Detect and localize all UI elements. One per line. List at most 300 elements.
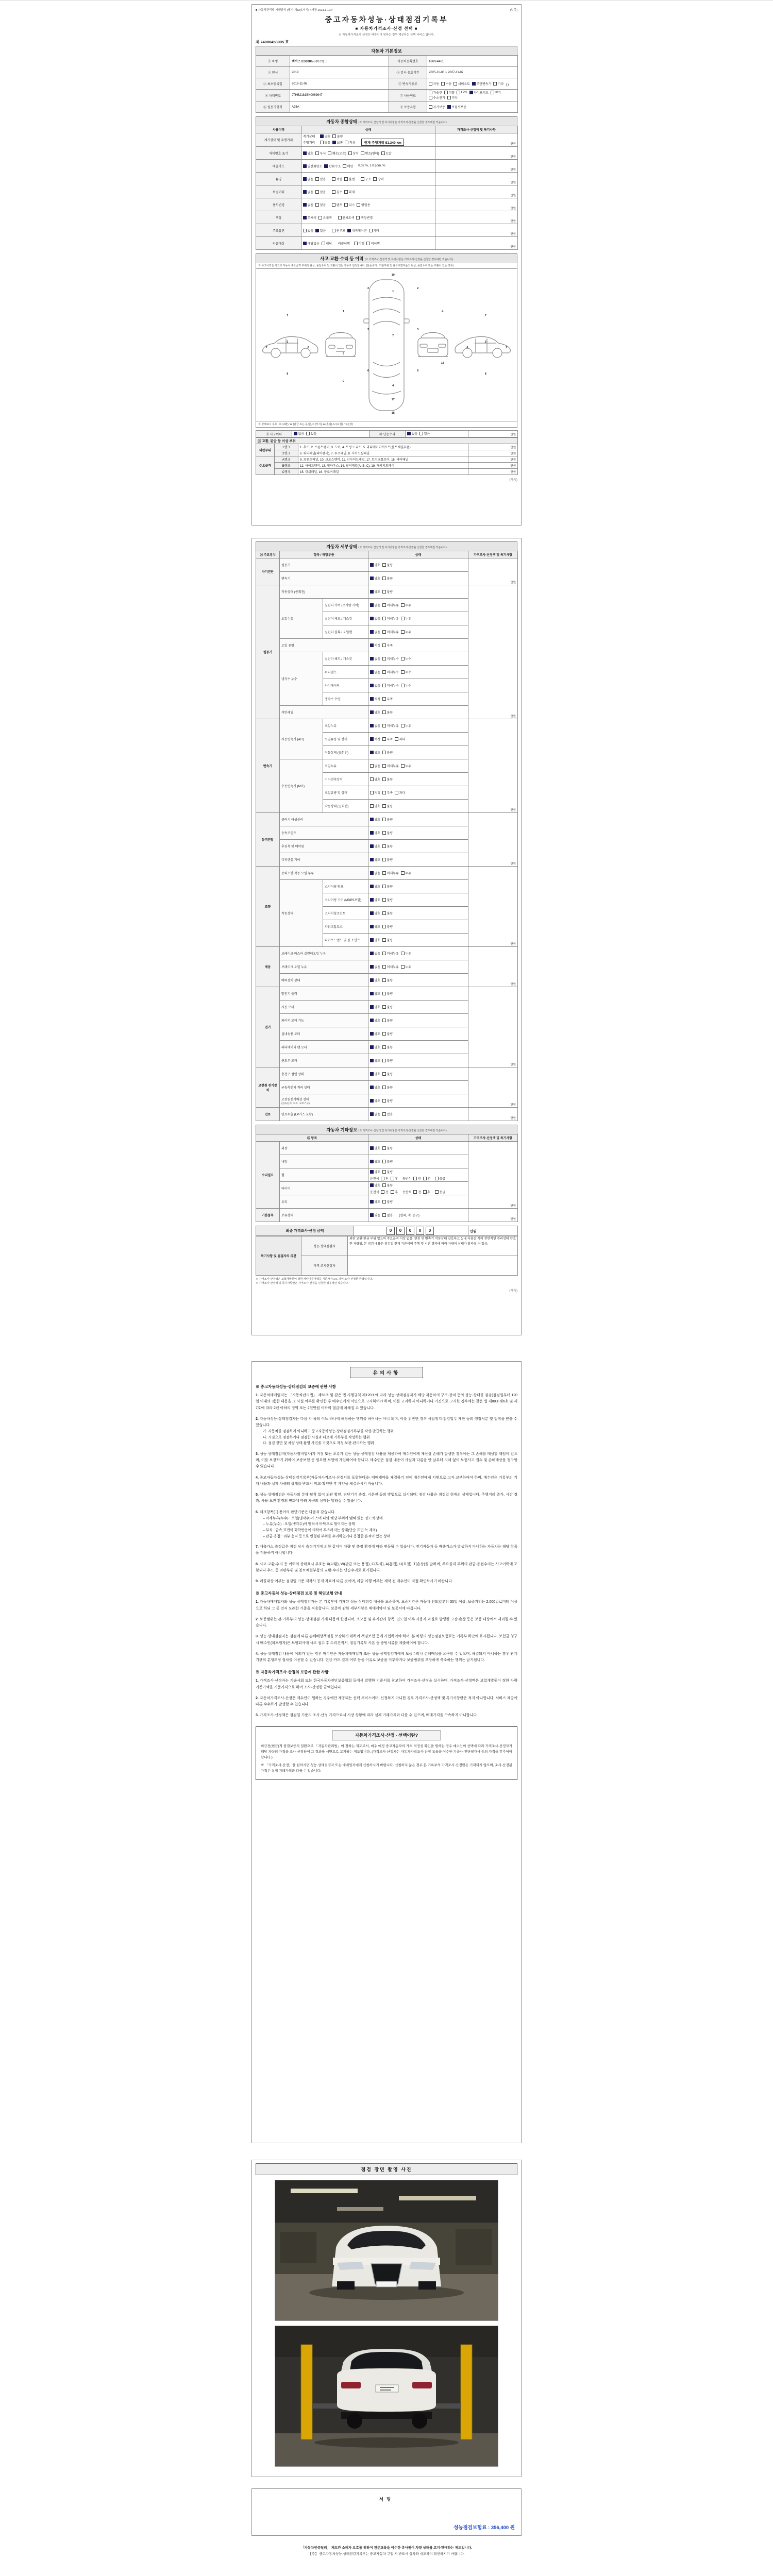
checkbox-icon	[429, 105, 432, 109]
part-cell: 실린더 헤드 / 개스킷	[323, 612, 368, 625]
checkbox-checked	[370, 683, 380, 688]
checkbox-label: 미세누유	[386, 765, 399, 768]
checkbox-unchecked	[345, 140, 355, 145]
accident-history-options	[292, 431, 369, 437]
status-cell	[368, 572, 468, 585]
checkbox-icon	[382, 911, 386, 915]
checkbox-label: 부식	[320, 152, 326, 156]
checkbox-unchecked	[382, 884, 393, 889]
checkbox-label: 리스	[348, 204, 355, 207]
col-header-major-device: ⑭ 주요장치	[256, 551, 280, 558]
checkbox-label: 유채색	[323, 216, 332, 220]
checkbox-label: 없음	[374, 765, 381, 768]
checkbox-checked	[370, 844, 380, 849]
checkbox-checked	[407, 431, 417, 436]
inspection-photo-front	[275, 2180, 498, 2321]
checkbox-icon	[370, 617, 374, 620]
checkbox-unchecked	[382, 1199, 393, 1204]
checkbox-unchecked	[382, 951, 399, 956]
inspector-role-label: 성능·상태점검자	[301, 1236, 348, 1256]
checkbox-checked	[370, 1058, 380, 1063]
checkbox-unchecked	[429, 90, 442, 95]
rank-cell: 1랭크	[275, 444, 298, 450]
appraisal-amount-cell: 만원	[468, 469, 518, 475]
continuation-marker: (계속)	[509, 479, 517, 482]
checkbox-checked	[303, 215, 316, 220]
checkbox-checked	[370, 964, 380, 969]
checkbox-unchecked	[306, 431, 316, 436]
checkbox-unchecked	[391, 1176, 398, 1181]
status-line	[370, 884, 466, 889]
checkbox-icon	[315, 151, 319, 155]
row-label: 주요옵션	[256, 224, 301, 237]
panel-number-label: 7	[392, 334, 394, 337]
rank-cell: 2랭크	[275, 450, 298, 456]
checkbox-icon	[401, 657, 405, 660]
checkbox-label: 수동	[445, 82, 452, 86]
checkbox-unchecked	[453, 81, 470, 86]
checkbox-icon	[382, 858, 386, 861]
checkbox-icon	[401, 617, 405, 620]
checkbox-label: 보통	[337, 141, 343, 145]
checkbox-unchecked	[381, 151, 392, 156]
inspector-role-label: 가격·조사산정자	[301, 1256, 348, 1276]
checkbox-checked	[370, 871, 380, 875]
status-text: 운전석	[370, 1191, 379, 1194]
table-header-row	[256, 1134, 518, 1142]
checkbox-unchecked	[354, 241, 364, 246]
checkbox-icon	[361, 177, 364, 181]
panel-number-label: 3	[484, 340, 486, 344]
checkbox-icon	[382, 1200, 386, 1204]
checkbox-icon	[429, 82, 432, 86]
checkbox-unchecked	[382, 1098, 393, 1103]
status-cell	[368, 907, 468, 920]
item-cell: 등속조인트	[280, 826, 368, 840]
checkbox-icon	[370, 684, 374, 687]
checkbox-label: 없음	[374, 685, 381, 688]
checkbox-label: 양호	[374, 899, 381, 902]
checkbox-label: 양호	[374, 1100, 381, 1103]
checkbox-label: 양호	[374, 845, 381, 849]
checkbox-unchecked	[382, 1183, 393, 1188]
status-cell	[368, 1168, 468, 1182]
checkbox-icon	[382, 871, 386, 875]
checkbox-unchecked	[382, 643, 393, 648]
checkbox-unchecked	[382, 1112, 393, 1116]
signature-label: 서명	[379, 2497, 394, 2502]
status-text: ( )	[506, 83, 509, 87]
checkbox-icon	[332, 190, 335, 194]
panel-number-label: 7	[484, 314, 486, 318]
checkbox-unchecked	[382, 616, 399, 621]
item-cell: 브레이크 마스터 실린더오일 누유	[280, 947, 368, 960]
checkbox-unchecked	[318, 215, 332, 220]
checkbox-label: 불량	[386, 899, 393, 902]
checkbox-icon	[382, 737, 386, 741]
status-cell	[368, 585, 468, 599]
checkbox-label: 불량	[386, 1201, 393, 1204]
checkbox-label: 불법	[348, 178, 355, 181]
rank-cell: C랭크	[275, 469, 298, 475]
checkbox-label: 하이브리드	[474, 92, 489, 95]
item-cell: 휠	[280, 1168, 368, 1182]
table-header-row	[256, 438, 518, 444]
checkbox-label: 누수	[405, 685, 411, 688]
notice-subheader: ※ 중고자동차성능·상태점검의 보증에 관한 사항	[256, 1384, 336, 1389]
checkbox-unchecked	[382, 656, 399, 661]
checkbox-icon	[382, 1005, 386, 1009]
panel-number-label: 10	[391, 273, 395, 277]
checkbox-unchecked	[357, 202, 370, 207]
notice-item-number: 2.	[256, 1696, 259, 1700]
status-line	[370, 1170, 466, 1181]
mileage-value-box: 현재 주행거리 51,349 km	[361, 139, 404, 146]
checkbox-unchecked	[401, 723, 411, 728]
photos-section-title: 점검 장면 촬영 사진	[256, 2163, 517, 2175]
checkbox-label: 변조(변타)	[365, 152, 379, 156]
checkbox-checked	[370, 1112, 380, 1116]
status-line	[370, 871, 466, 875]
part-cell: 작동상태 (공회전)	[323, 746, 368, 759]
checkbox-label: 없음	[411, 433, 418, 436]
panel-number-label: 8	[287, 372, 289, 376]
document-subtitle: ■ 자동차가격조사·산정 선택 ■	[355, 26, 418, 31]
checkbox-label: 과다	[399, 792, 406, 795]
status-line	[370, 1031, 466, 1036]
checkbox-icon	[382, 1019, 386, 1022]
status-text: 계기상태	[303, 135, 315, 139]
status-cell	[368, 1027, 468, 1041]
appraisal-amount-cell: 만원	[435, 160, 518, 173]
status-line	[370, 603, 466, 607]
checkbox-unchecked	[435, 1190, 445, 1194]
appraisal-amount-cell: 만원	[468, 813, 518, 867]
explainer-title: 자동차가격조사·산정 · 선택이란?	[332, 1731, 441, 1740]
item-cell: 구동축전지 격리 상태	[280, 1081, 368, 1094]
panel-number-label: 1	[342, 310, 345, 313]
table-row	[256, 444, 518, 450]
status-cell	[368, 599, 468, 612]
status-line	[370, 750, 466, 755]
appraisal-amount-cell: 만원	[468, 585, 518, 719]
item-cell: 변속기	[280, 572, 368, 585]
checkbox-icon	[328, 151, 331, 155]
car-rear-diagram	[414, 322, 452, 368]
appraisal-amount-cell: 만원	[435, 237, 518, 250]
checkbox-icon	[381, 1190, 384, 1194]
checkbox-checked	[320, 134, 330, 139]
checkbox-label: 불량	[386, 979, 393, 982]
checkbox-label: 매연	[347, 165, 354, 168]
item-cell: 충전구 절연 상태	[280, 1067, 368, 1081]
item-cell: 추진축 및 베어링	[280, 840, 368, 853]
table-row	[256, 1209, 518, 1222]
checkbox-checked	[370, 1085, 380, 1090]
checkbox-label: 양호	[374, 979, 381, 982]
col-header-condition: 상태	[301, 126, 435, 133]
checkbox-icon	[370, 871, 374, 875]
checkbox-icon	[382, 1112, 386, 1116]
checkbox-checked	[370, 884, 380, 889]
part-cell: 오일누유	[323, 759, 368, 773]
checkbox-unchecked	[382, 576, 393, 581]
checkbox-icon	[370, 898, 374, 902]
page-footer	[0, 2542, 773, 2561]
notice-item-number: 8.	[256, 1562, 259, 1566]
checkbox-icon	[401, 670, 405, 674]
checkbox-icon	[370, 1112, 374, 1116]
status-line	[370, 683, 466, 688]
notice-item-number: 3.	[256, 1714, 259, 1718]
item-cell: 실내송풍 모터	[280, 1027, 368, 1041]
checkbox-label: 누유	[405, 765, 411, 768]
checkbox-unchecked	[395, 737, 405, 741]
appraisal-amount-cell: 만원	[435, 224, 518, 237]
appraisal-amount-cell: 만원	[468, 456, 518, 463]
status-cell	[368, 800, 468, 813]
checkbox-icon	[315, 190, 319, 194]
checkbox-icon	[370, 938, 374, 942]
checkbox-label: 미세누유	[386, 725, 399, 728]
status-line	[370, 643, 466, 648]
checkbox-label: 없음	[307, 191, 314, 194]
checkbox-label: 기타	[497, 82, 504, 86]
status-cell	[368, 1155, 468, 1168]
checkbox-icon	[391, 1177, 394, 1180]
status-line	[370, 1045, 466, 1049]
status-line	[370, 697, 466, 701]
table-row	[256, 160, 518, 173]
status-line	[370, 897, 466, 902]
fuel-options	[427, 90, 518, 101]
checkbox-icon	[401, 684, 405, 687]
inspector-remark-table	[256, 1236, 518, 1276]
checkbox-checked	[303, 164, 322, 168]
checkbox-checked	[294, 431, 304, 436]
car-top-diagram	[361, 273, 412, 417]
checkbox-label: 불량	[386, 1060, 393, 1063]
notice-item: 1. 자동차매매업자는 「자동차관리법」 제58조 및 같은 법 시행규칙 제120조에 따라 성능·상태점검자가 해당 자동차의 구조·장치 등의 성능·상태를 점검(점검일부터 120일 이내의 것)한 내용을 그 사실 여부를 확인한 후 매수인에게 서면으로 고지하여야 하며, 이를 고지하지 아니하거나 거짓으로 고지한 경우에는 같은 법 제80조제6호 및 제7호에 따라 2년 이하의 징역 또는 2천만원 이하의 벌금에 처해질 수 있습니다.	[256, 1394, 517, 1410]
checkbox-unchecked	[344, 177, 355, 181]
checkbox-unchecked	[303, 228, 313, 233]
checkbox-checked	[370, 1146, 380, 1150]
status-cell	[301, 133, 435, 147]
notice-item: 4. 성능·상태점검 내용에 이의가 있는 경우 매수인은 자동차매매업자 또는 성능·상태점검자에게 보증수리나 손해배상을 요구할 수 있으며, 해결되지 아니하는 경우 관계 기관의 분쟁조정 절차를 이용할 수 있습니다. 현금·카드 결제 여부 등을 이유로 보증을 거부하거나 보증범위를 부당하게 축소하는 행위는 금지됩니다.	[256, 1652, 517, 1663]
checkbox-label: 부족	[386, 645, 393, 648]
checkbox-label: 자가보증	[433, 106, 445, 109]
checkbox-unchecked	[361, 151, 379, 156]
notice-item: 3. 성능·상태점검자는 점검에 따른 손해배상책임을 보장하기 위하여 책임보험 등에 가입하여야 하며, 본 차량의 성능점검보험료는 기록부 하단에 표시됩니다. 보험금 청구 시 매수인(피보험자)은 보험회사에 사고 접수 후 수리견적서, 점검기록부 사본 등 증빙서류를 제출하여야 합니다.	[256, 1635, 517, 1645]
checkbox-label: 미세누유	[386, 604, 399, 607]
checkbox-checked	[370, 938, 380, 942]
checkbox-unchecked	[391, 1190, 398, 1194]
checkbox-label: 후	[395, 1177, 398, 1181]
panel-number-label: 5	[342, 352, 345, 356]
checkbox-checked	[472, 81, 491, 86]
status-cell	[368, 746, 468, 759]
checkbox-icon	[382, 1183, 386, 1187]
checkbox-icon	[382, 764, 386, 768]
checkbox-icon	[419, 432, 423, 435]
status-line	[370, 737, 466, 741]
checkbox-label: 양호	[374, 1171, 381, 1174]
checkbox-unchecked	[315, 202, 326, 207]
checkbox-icon	[382, 844, 386, 848]
checkbox-icon	[332, 229, 335, 232]
checkbox-label: 불량	[386, 1184, 393, 1188]
checkbox-checked	[370, 951, 380, 956]
checkbox-unchecked	[382, 817, 393, 822]
checkbox-checked	[370, 831, 380, 835]
checkbox-icon	[469, 91, 473, 94]
checkbox-label: 있음	[320, 191, 326, 194]
checkbox-unchecked	[343, 164, 353, 168]
checkbox-icon	[370, 724, 374, 727]
status-cell	[368, 612, 468, 625]
notice-item: 1. 자동차매매업자와 성능·상태점검자는 본 기록부에 기재된 성능·상태점검 내용을 보증하며, 보증기간은 자동차 인도일부터 30일 이상, 보증거리는 2,000킬로미터 이상으로 하되 그 중 먼저 도래한 기준을 적용합니다. 보증에 관한 세부사항은 매매계약서 및 보증서에 따릅니다.	[256, 1600, 517, 1611]
inspector-comment: 외판 교환·판금 부위 없으며 주요골격 이상 없음. 엔진 및 변속기 작동상태 양호하고 실내 사용감 적어 전반적인 관리상태 양호한 차량임. 본 점검 내용은 점검일 현재 기준이며 주행 및 시간 경과에 따라 차량의 상태가 달라질 수 있음.	[348, 1236, 518, 1256]
checkbox-icon	[401, 965, 405, 969]
checkbox-icon	[347, 229, 351, 232]
checkbox-label: 구조	[365, 178, 372, 181]
table-row	[256, 1108, 518, 1121]
insurance-fee-label: 성능점검보험료 :	[453, 2525, 490, 2531]
table-row	[256, 237, 518, 250]
status-line	[303, 215, 433, 220]
field-label-transmission: ⑤ 변속기종류	[389, 78, 427, 90]
checkbox-icon	[391, 1190, 394, 1194]
checkbox-unchecked	[382, 991, 393, 996]
checkbox-icon	[447, 96, 451, 99]
status-cell	[301, 211, 435, 224]
checkbox-unchecked	[395, 790, 405, 795]
price-note-line: ※ 가격조사·산정액 및 특기사항란은 가격조사·산정을 신청한 경우에만 적습니다.	[256, 1282, 349, 1285]
damage-code-legend: ※ 상태표시 부호 : X (교환), W (판금 또는 용접), C (부식), A (흠집), U (요철), T (손상)	[256, 421, 517, 428]
accident-note: ※ 사고이력은 사고로 자동차 주요골격 부위의 판금, 용접수리 및 교환이 있는 경우로 한정합니다. (단순수리 : 외판부위 및 볼트체결부품의 판금, 용접수리 또는 교환이 있는 경우)	[256, 263, 517, 269]
item-cell: 타이어	[280, 1182, 368, 1195]
checkbox-label: 있음	[310, 433, 317, 436]
checkbox-unchecked	[332, 177, 342, 181]
checkbox-label: 불량	[386, 845, 393, 849]
field-value-model-year: 2019	[290, 67, 389, 78]
notice-item: 4. 중고자동차성능·상태점검기록부(자동차가격조사·산정서를 포함한다)는 매매계약을 체결하기 전에 매수인에게 서면으로 고지·교부하여야 하며, 매수인은 기록부의 기재 내용과 실제 차량의 상태를 반드시 비교·확인한 후 계약을 체결하시기 바랍니다.	[256, 1476, 517, 1486]
checkbox-checked	[370, 1183, 380, 1188]
part-cell: 타이로드엔드 및 볼 조인트	[323, 934, 368, 947]
status-line	[303, 139, 433, 146]
status-line	[370, 1072, 466, 1076]
panel-number-label: 2	[265, 346, 267, 350]
checkbox-icon	[369, 229, 373, 232]
notice-item: 7. 배출가스 측정값은 점검 당시 측정기기에 의한 값이며 차량 및 측정 환경에 따라 변동될 수 있습니다. 전기자동차 등 배출가스가 발생하지 아니하는 자동차는 해당 항목을 적용하지 아니합니다.	[256, 1545, 517, 1555]
checkbox-label: 양호	[374, 752, 381, 755]
checkbox-checked	[447, 105, 466, 109]
checkbox-unchecked	[444, 90, 455, 95]
car-side-right-diagram	[453, 325, 514, 366]
checkbox-label: 양호	[374, 778, 381, 782]
price-digit-box: 0	[426, 1227, 434, 1235]
checkbox-icon	[382, 577, 386, 580]
price-note-line: ※ 가격조사·산정액은 보험개발원이 정한 차량기준가액을 기준가격으로 하여 조사·산정한 금액입니다.	[256, 1278, 373, 1281]
checkbox-icon	[370, 791, 374, 794]
notice-item: 2. 보증범위는 본 기록부의 성능·상태점검 기재 내용에 한정되며, 소모품 및 유지관리 항목, 인도일 이후 사용자 과실로 발생한 고장·손상 등은 보증 대상에서 제외될 수 있습니다.	[256, 1617, 517, 1628]
checkbox-label: 양호	[374, 886, 381, 889]
checkbox-label: 적정	[374, 645, 381, 648]
checkbox-icon	[345, 141, 348, 144]
checkbox-label: 양호	[374, 564, 381, 567]
checkbox-icon	[315, 229, 319, 232]
col-header-appraisal: 가격조사·산정액 및 특기사항	[435, 126, 518, 133]
appraisal-amount-cell: 만원	[435, 173, 518, 185]
checkbox-label: 양호	[374, 1073, 381, 1076]
checkbox-checked	[370, 1159, 380, 1164]
checkbox-label: 양호	[374, 711, 381, 715]
final-price-label: 최종 가격조사·산정 금액	[256, 1226, 354, 1236]
item-cell: 작동상태 (공회전)	[280, 585, 368, 599]
panel-number-label: 6	[417, 369, 419, 372]
notice-sub-item: 가. 자동차를 점검하지 아니하고 중고자동차성능·상태점검기록부를 작성·발급하는 행위	[263, 1430, 394, 1434]
checkbox-unchecked	[382, 777, 393, 782]
checkbox-label: 양호	[374, 993, 381, 996]
device-group-cell: 고전원 전기장치	[256, 1067, 280, 1108]
status-line	[370, 589, 466, 594]
status-line	[370, 1183, 466, 1194]
item-cell: 브레이크 오일 누유	[280, 960, 368, 974]
section-title-overall-condition: 자동차 종합상태 (※ 가격조사·산정액 및 특기사항은 가격조사·산정을 신청한 경우에만 적습니다)	[256, 116, 517, 126]
status-line	[370, 1005, 466, 1009]
overall-condition-table	[256, 126, 518, 250]
checkbox-unchecked	[382, 697, 393, 701]
checkbox-unchecked	[370, 777, 380, 782]
checkbox-label: 불량	[337, 135, 343, 139]
checkbox-label: 없음	[374, 966, 381, 969]
appraisal-amount-cell: 만원	[468, 719, 518, 813]
checkbox-icon	[370, 1213, 374, 1217]
checkbox-unchecked	[401, 616, 411, 621]
status-text: 리콜이행	[338, 242, 350, 246]
status-cell	[301, 185, 435, 198]
checkbox-checked	[370, 643, 380, 648]
checkbox-checked	[370, 924, 380, 929]
checkbox-icon	[382, 710, 386, 714]
appraisal-amount-cell: 만원	[468, 987, 518, 1067]
status-cell	[368, 692, 468, 706]
status-line	[370, 723, 466, 728]
checkbox-label: LPG	[461, 91, 467, 94]
checkbox-icon	[370, 858, 374, 861]
checkbox-label: 누유	[405, 966, 411, 969]
checkbox-label: 불량	[386, 1073, 393, 1076]
table-row	[256, 1142, 518, 1155]
status-cell	[368, 1014, 468, 1027]
checkbox-label: 불량	[386, 832, 393, 835]
checkbox-label: 세미오토	[458, 82, 470, 86]
exchange-rank-table	[256, 437, 518, 475]
checkbox-checked	[303, 151, 313, 156]
checkbox-unchecked	[382, 1031, 393, 1036]
row-label: 계기상태 및 주행거리	[256, 133, 301, 147]
accident-history-label: ⑪ 사고이력	[256, 431, 292, 437]
section-title-accident-history: 사고·교환·수리 등 이력 (※ 가격조사·산정액 및 특기사항은 가격조사·산정을 신청한 경우에만 적습니다)	[256, 253, 517, 263]
status-text: 동반석	[402, 1191, 412, 1194]
checkbox-unchecked	[382, 804, 393, 808]
checkbox-label: 상이	[352, 152, 359, 156]
checkbox-icon	[370, 804, 374, 808]
checkbox-icon	[382, 670, 386, 674]
status-line	[370, 1018, 466, 1023]
checkbox-icon	[382, 992, 386, 995]
appraisal-amount-cell: 만원	[435, 133, 518, 147]
